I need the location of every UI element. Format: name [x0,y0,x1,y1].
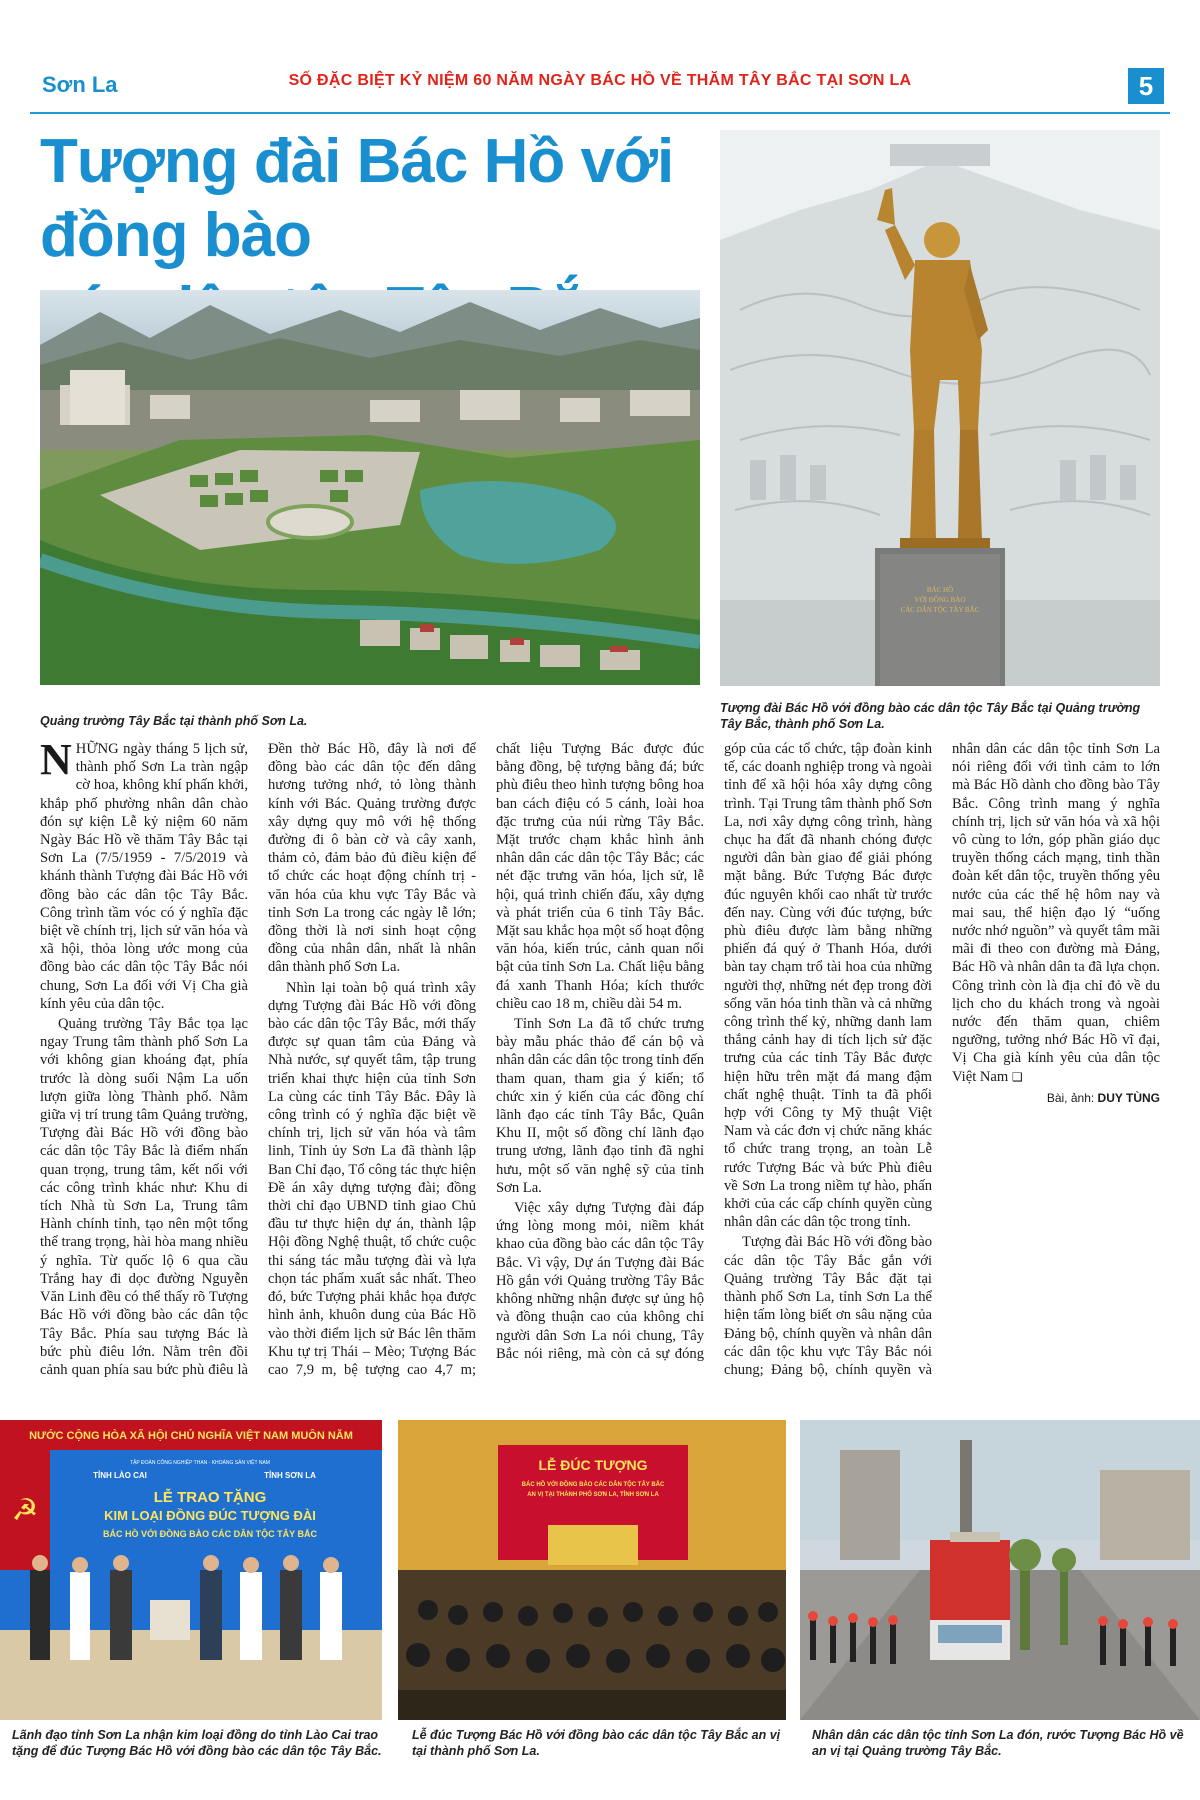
drop-cap: N [40,735,72,784]
ceremony-photo-1 [0,1420,382,1720]
byline-author: DUY TÙNG [1097,1090,1160,1105]
section-name: Sơn La [42,72,118,97]
article-paragraph: NHỮNG ngày tháng 5 lịch sử, thành phố Sơn La tràn ngập cờ hoa, không khí phấn khởi, khắp phố phường nhân dân chào đón sự kiện Lễ kỷ niệm 60 năm Ngày Bác Hồ về thăm Tây Bắc tại Sơn La (7/5/1959 - 7/5/2019 và khánh thành Tượng đài Bác Hồ với đồng bào các dân tộc Tây Bắc. Công trình tầm vóc có ý nghĩa đặc biệt về chính trị, lịch sử văn hóa và xã hội, thỏa lòng ước mong của đồng bào các dân tộc Tây Bắc nói chung, Sơn La đối với Vị Cha già kính yêu của dân tộc. [40,735,248,1012]
pedestal-inscription-line: VỚI ĐỒNG BÀO [914,596,966,604]
article-paragraph: Tỉnh Sơn La đã tổ chức trưng bày mẫu phác thảo để cán bộ và nhân dân các dân tộc trong tỉnh đến tham quan, tham gia ý kiến; tổ chức xin ý kiến của các đồng chí lãnh đạo các tỉnh Tây Bắc, Quân Khu II, một số đồng chí lãnh đạo trung ương, lãnh đạo tỉnh đã nghỉ hưu, một số văn nghệ sỹ của tỉnh Sơn La. [496,1016,704,1196]
procession-photo-caption: Nhân dân các dân tộc tỉnh Sơn La đón, rước Tượng Bác Hồ về an vị tại Quảng trường Tây Bắc. [812,1728,1184,1758]
banner-title: LỄ ĐÚC TƯỢNG [538,1457,648,1473]
aerial-photo-illustration [40,290,700,685]
banner-title-3: BÁC HỒ VỚI ĐỒNG BÀO CÁC DÂN TỘC TÂY BẮC [102,1529,318,1539]
page-number: 5 [1128,68,1164,104]
pedestal-inscription-line: CÁC DÂN TỘC TÂY BẮC [900,606,980,614]
article-body [40,735,1160,1380]
banner-right-province: TỈNH SƠN LA [264,1471,316,1480]
aerial-photo [40,290,700,685]
banner-org: TẬP ĐOÀN CÔNG NGHIỆP THAN - KHOÁNG SẢN VIỆT NAM [130,1460,270,1466]
statue-photo [720,130,1160,686]
ceremony-photo-2-caption: Lễ đúc Tượng Bác Hồ với đồng bào các dân tộc Tây Bắc an vị tại thành phố Sơn La. [412,1728,781,1758]
ceremony-photo-2-illustration [398,1420,786,1720]
aerial-photo-caption: Quảng trường Tây Bắc tại thành phố Sơn La. [40,714,308,728]
article-paragraph: Việc xây dựng Tượng đài đáp ứng lòng mong mỏi, niềm khát khao của đồng bào các dân tộc Tây Bắc. Vì vậy, Dự án Tượng đài Bác Hồ gắn với Quảng trường Tây Bắc không những nhận được sự ủng hộ và đồng thuận cao của không chỉ người dân Sơn La nói chung, Tây Bắc nói riêng, mà còn cả sự đóng góp của các tổ chức, tập đoàn kinh tế, các doanh nghiệp trong và ngoài tỉnh để xã hội hóa xây dựng công trình. Tại Trung tâm thành phố Sơn La, nơi xây dựng công trình, hàng chục ha đất đã nhanh chóng được người dân bàn giao để giải phóng mặt bằng. Bức Tượng Bác được đúc nguyên khối cao nhất từ trước đến nay. Cùng với đúc tượng, bức phù điêu được làm bằng những phiến đá quý ở Thanh Hóa, dưới bàn tay chạm trổ tài hoa của những người thợ, những nét đẹp trong đời sống văn hóa tinh thần và cả những công trình thế kỷ, những danh lam thắng cảnh hay di tích lịch sử đặc trưng của các tỉnh Tây Bắc được hiện hữu trên mặt đá mang đậm chất nghệ thuật. Tỉnh ta đã phối hợp với Công ty Mỹ thuật Việt Nam và các đơn vị chức năng khác tổ chức trang trọng, an toàn Lễ rước Tượng Bác và bức Phù điêu về Sơn La trong niềm tự hào, phấn khởi của các cấp chính quyền cùng nhân dân các dân tộc trong tỉnh. [496,741,932,1362]
headline-line: Tượng đài Bác Hồ với đồng bào [40,127,674,270]
ceremony-photo-2 [398,1420,786,1720]
procession-photo [800,1420,1200,1720]
pedestal-inscription-line: BÁC HỒ [926,586,954,594]
ceremony-photo-1-illustration [0,1420,382,1720]
ceremony-photo-1-caption: Lãnh đạo tỉnh Sơn La nhận kim loại đồng do tỉnh Lào Cai trao tặng để đúc Tượng Bác Hồ với đồng bào các dân tộc Tây Bắc. [12,1728,382,1758]
page-header [30,62,1170,114]
banner-line-1: BÁC HỒ VỚI ĐỒNG BÀO CÁC DÂN TỘC TÂY BẮC [521,1482,665,1488]
statue-photo-illustration [720,130,1160,686]
article-paragraph: Nhìn lại toàn bộ quá trình xây dựng Tượng đài Bác Hồ với đồng bào các dân tộc Tây Bắc, mới thấy được sự quan tâm của Đảng và Nhà nước, sự quyết tâm, tập trung triển khai thực hiện của tỉnh Sơn La cùng các tỉnh Tây Bắc. Đây là công trình có ý nghĩa đặc biệt về chính trị, lịch sử văn hóa và tâm linh, Tỉnh ủy Sơn La đã thành lập Ban Chỉ đạo, Tổ công tác thực hiện Đề án xây dựng tượng đài; đồng thời chỉ đạo UBND tỉnh giao Chủ đầu tư thực hiện dự án, thành lập Hội đồng Nghệ thuật, tổ chức cuộc thi sáng tác mẫu tượng đài và lựa chọn tác phẩm xuất sắc nhất. Theo đó, bức Tượng phải khắc họa được hình ảnh, khuôn dung của Bác Hồ vào thời điểm lịch sử Bác lên thăm Khu tự trị Thái – Mèo; Tượng Bác cao 7,9 m, bệ tượng cao 4,7 m; chất liệu Tượng Bác được đúc bằng đồng, bệ tượng bằng đá; bức phù điêu theo hình tượng bông hoa ban cách điệu có 5 cánh, loài hoa đặc trưng của núi rừng Tây Bắc. Mặt trước chạm khắc hình ảnh nhân dân các dân tộc Tây Bắc; các nét đặc trưng văn hóa, lịch sử, lễ hội, quá trình chiến đấu, xây dựng và phát triển của 6 tỉnh Tây Bắc. Mặt sau khắc họa một số hoạt động văn hóa, kiến trúc, cảnh quan nổi bật của tỉnh Sơn La. Chất liệu bằng đá xanh Thanh Hóa; kích thước chiều cao 18 m, chiều dài 54 m. [268,741,704,1378]
end-mark: ❑ [1011,1069,1023,1084]
article-paragraph: Tượng đài Bác Hồ với đồng bào các dân tộc Tây Bắc gắn với Quảng trường Tây Bắc đặt tại thành phố Sơn La, tỉnh Sơn La thể hiện tấm lòng biết ơn sâu nặng của Đảng bộ, chính quyền và nhân dân các dân tộc khu vực Tây Bắc nói chung; Đảng bộ, chính quyền và nhân dân các dân tộc tỉnh Sơn La nói riêng đối với tình cảm to lớn mà Bác Hồ dành cho đồng bào Tây Bắc. Công trình mang ý nghĩa chính trị, lịch sử văn hóa và xã hội vô cùng to lớn, góp phần giáo dục truyền thống cách mạng, tinh thần đoàn kết dân tộc, truyền thống yêu nước của các thế hệ hôm nay và mai sau, thể hiện đạo lý “uống nước nhớ nguồn” và quyết tâm mãi mãi đi theo con đường mà Đảng, Bác Hồ và nhân dân ta đã lựa chọn. Công trình còn là địa chỉ đỏ về du lịch cho du khách trong và ngoài nước đến thăm quan, chiêm ngưỡng, tưởng nhớ Bác Hồ vĩ đại, Vị Cha già kính yêu của dân tộc Việt Nam ❑ [724,741,1160,1378]
hammer-sickle-icon: ☭ [11,1494,39,1527]
banner-left-province: TỈNH LÀO CAI [93,1471,147,1480]
article-paragraph: Quảng trường Tây Bắc tọa lạc ngay Trung tâm thành phố Sơn La với không gian khoáng đạt, phía trước là dòng suối Nậm La uốn lượn giữa lòng Thành phố. Nằm giữa vị trí trung tâm Quảng trường, Tượng đài Bác Hồ với đồng bào các dân tộc Tây Bắc là điểm nhấn quan trọng, trung tâm, kết nối với các công trình khác như: Khu di tích Nhà tù Sơn La, Trung tâm Hành chính tỉnh, tạo nên một tổng thể trang trọng, hài hòa mang nhiều ý nghĩa. Từ quốc lộ 6 qua cầu Trắng hay đi dọc đường Nguyễn Văn Linh đều có thể thấy rõ Tượng Bác Hồ với đồng bào các dân tộc Tây Bắc. Phía sau tượng Bác là bức phù điêu lớn. Nằm trên đồi cảnh quan phía sau bức phù điêu là Đền thờ Bác Hồ, đây là nơi để đồng bào các dân tộc đến dâng hương tưởng nhớ, tỏ lòng thành kính với Bác. Quảng trường được xây dựng quy mô với hệ thống đường đi ô bàn cờ và cây xanh, thảm cỏ, đảm bảo đủ điều kiện để tổ chức các hoạt động chính trị - văn hóa của khu vực Tây Bắc và tỉnh Sơn La trong các ngày lễ lớn; đồng thời là nơi sinh hoạt cộng đồng của nhân dân, nhất là nhân dân thành phố Sơn La. [40,741,476,1378]
banner-title-1: LỄ TRAO TẶNG [153,1489,267,1506]
banner-line-2: AN VỊ TẠI THÀNH PHỐ SƠN LA, TỈNH SƠN LA [527,1492,659,1498]
special-edition-title: SỐ ĐẶC BIỆT KỶ NIỆM 60 NĂM NGÀY BÁC HỒ VỀ THĂM TÂY BẮC TẠI SƠN LA [288,72,912,89]
byline: Bài, ảnh: DUY TÙNG [1046,1090,1160,1105]
banner-title-2: KIM LOẠI ĐỒNG ĐÚC TƯỢNG ĐÀI [104,1508,316,1523]
banner-top-slogan: NƯỚC CỘNG HÒA XÃ HỘI CHỦ NGHĨA VIỆT NAM MUÔN NĂM [29,1430,353,1442]
statue-photo-caption: Tượng đài Bác Hồ với đồng bào các dân tộc Tây Bắc tại Quảng trường Tây Bắc, thành phố Sơn La. [720,701,1141,731]
procession-photo-illustration [800,1420,1200,1720]
